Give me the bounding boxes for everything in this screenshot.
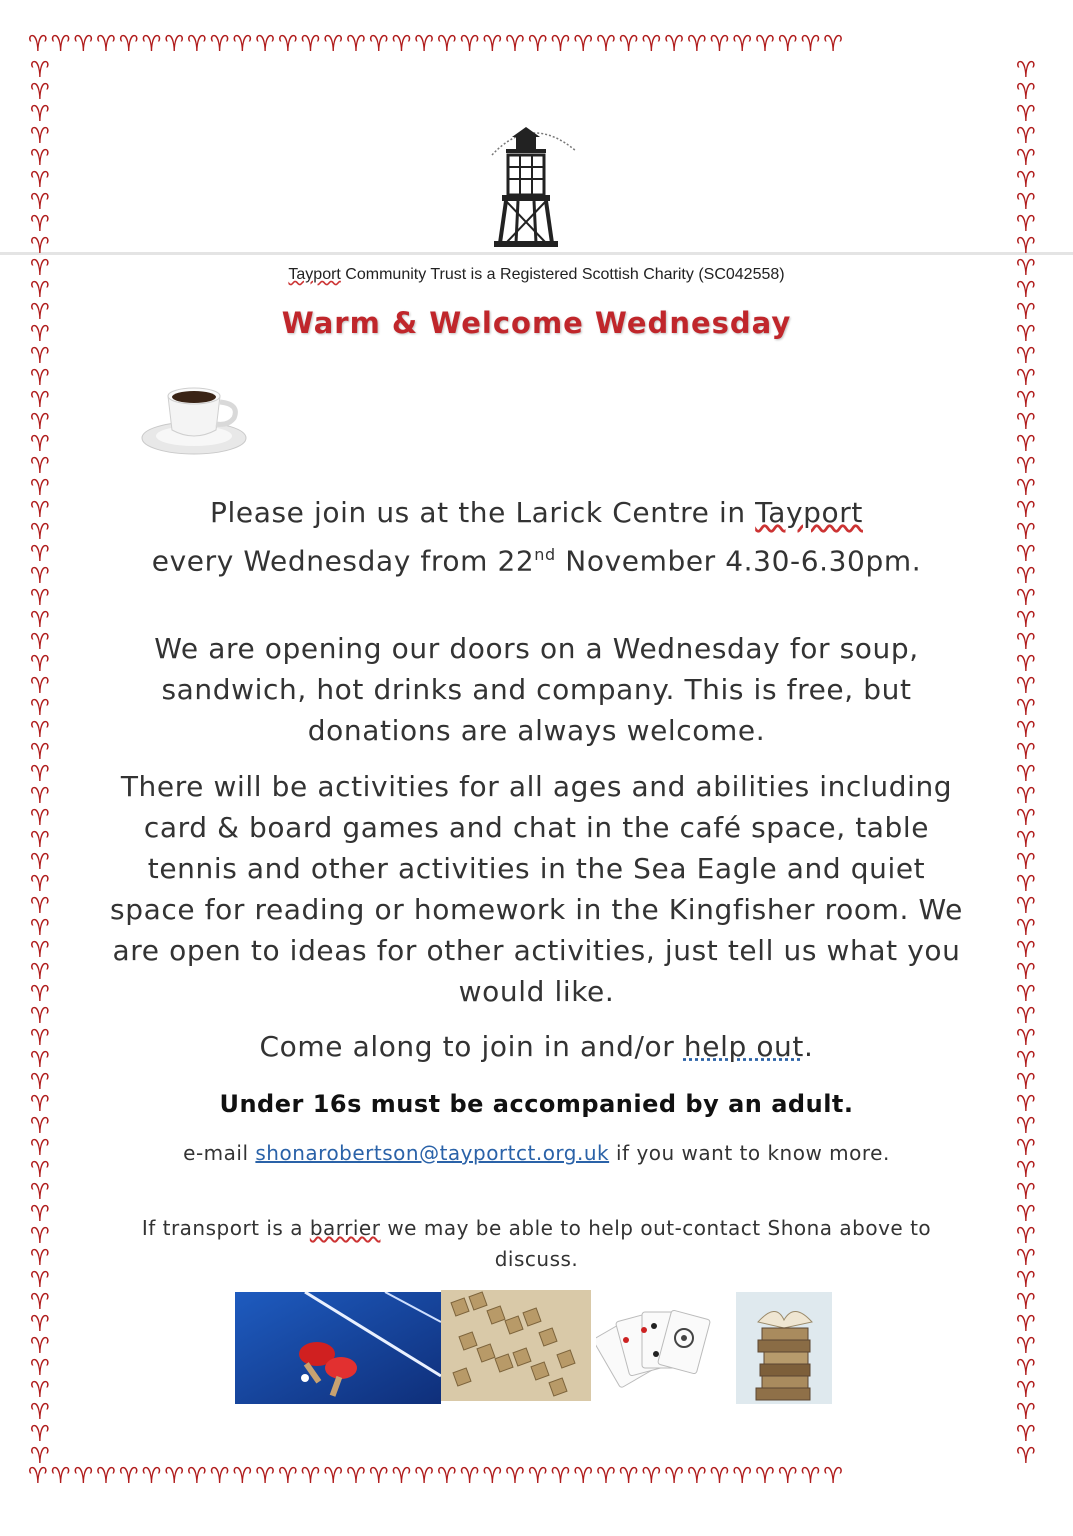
paragraph-offer: We are opening our doors on a Wednesday for soup, sandwich, hot drinks and company. This is free, but donations are always welcome. bbox=[154, 632, 919, 747]
date-suffix: nd bbox=[534, 545, 556, 564]
paragraph-join bbox=[110, 1026, 963, 1068]
paragraph-activities: There will be activities for all ages and abilities including card & board games and chat in the café space, table tennis and other activities in the Sea Eagle and quiet space for reading or homework in the Kingfisher room. We are open to ideas for other activities, just tell us what you would like. bbox=[110, 770, 963, 1008]
join-period: . bbox=[803, 1030, 814, 1063]
charity-text: Community Trust is a Registered Scottish Charity (SC042558) bbox=[340, 266, 785, 283]
time-text: November 4.30-6.30pm. bbox=[555, 544, 922, 578]
decorative-border-bottom: ♈♈♈♈♈♈♈♈♈♈♈♈♈♈♈♈♈♈♈♈♈♈♈♈♈♈♈♈♈♈♈♈♈♈♈♈ bbox=[28, 1466, 847, 1489]
help-out-text: help out bbox=[683, 1030, 804, 1063]
email-link[interactable]: shonarobertson@tayportct.org.uk bbox=[255, 1141, 610, 1165]
venue-town: Tayport bbox=[755, 496, 863, 529]
decorative-border-right: ♈♈♈♈♈♈♈♈♈♈♈♈♈♈♈♈♈♈♈♈♈♈♈♈♈♈♈♈♈♈♈♈♈♈♈♈♈♈♈♈♈♈♈♈♈♈♈♈♈♈♈♈♈♈♈♈♈♈♈♈♈♈♈♈ bbox=[1016, 60, 1036, 1469]
join-text: Come along to join in and/or bbox=[259, 1030, 684, 1063]
age-notice: Under 16s must be accompanied by an adult. bbox=[219, 1090, 854, 1118]
venue-text: Please join us at the Larick Centre in bbox=[210, 496, 756, 529]
coffee-cup-icon bbox=[124, 372, 274, 468]
books-image bbox=[736, 1292, 832, 1404]
barrier-text: barrier bbox=[309, 1216, 381, 1240]
decorative-border-left: ♈♈♈♈♈♈♈♈♈♈♈♈♈♈♈♈♈♈♈♈♈♈♈♈♈♈♈♈♈♈♈♈♈♈♈♈♈♈♈♈♈♈♈♈♈♈♈♈♈♈♈♈♈♈♈♈♈♈♈♈♈♈♈♈ bbox=[30, 60, 50, 1469]
transport-line bbox=[110, 1213, 963, 1275]
paragraph-venue bbox=[110, 492, 963, 582]
email-suffix: if you want to know more. bbox=[609, 1141, 890, 1165]
board-game-image bbox=[441, 1290, 591, 1401]
charity-name-word: Tayport bbox=[288, 266, 341, 283]
contact-line bbox=[110, 1138, 963, 1169]
decorative-border-top: ♈♈♈♈♈♈♈♈♈♈♈♈♈♈♈♈♈♈♈♈♈♈♈♈♈♈♈♈♈♈♈♈♈♈♈♈ bbox=[28, 34, 847, 57]
playing-cards-image bbox=[596, 1292, 726, 1404]
page-title: Warm & Welcome Wednesday bbox=[281, 306, 792, 340]
email-label: e-mail bbox=[183, 1141, 256, 1165]
date-text: every Wednesday from 22 bbox=[151, 544, 535, 578]
table-tennis-image bbox=[235, 1292, 441, 1404]
transport-suffix: we may be able to help out-contact Shona above to discuss. bbox=[380, 1216, 932, 1271]
trust-logo bbox=[472, 115, 590, 253]
transport-text: If transport is a bbox=[141, 1216, 310, 1240]
charity-statement bbox=[160, 266, 913, 284]
